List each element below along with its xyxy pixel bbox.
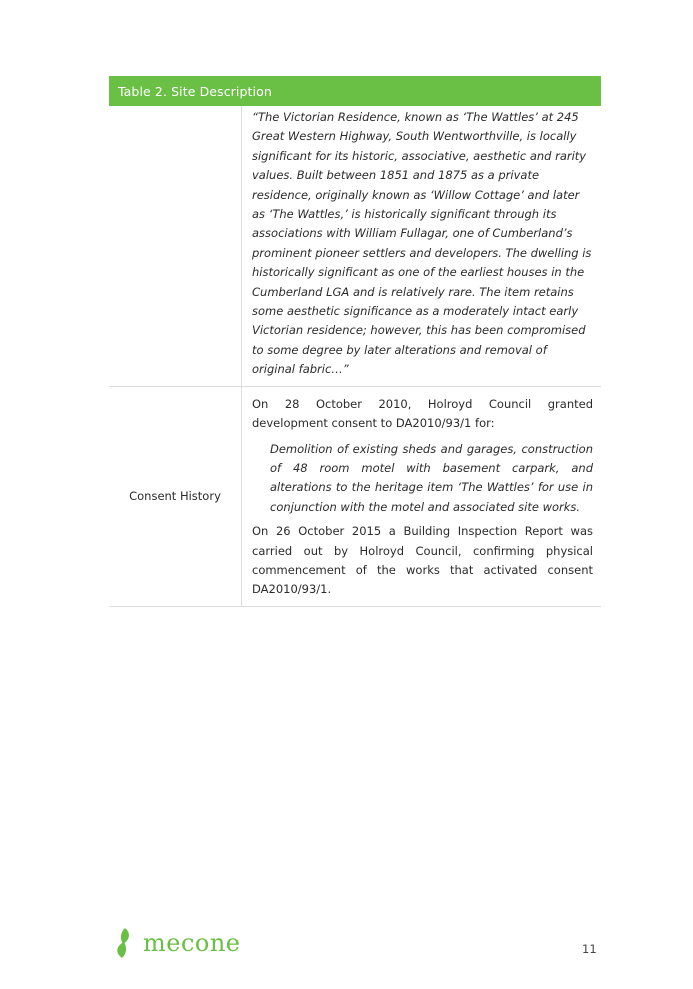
consent-paragraph-2: On 26 October 2015 a Building Inspection Report was carried out by Holroyd Council, confirming physical commencement of the works that activated consent DA2010/93/1. — [252, 524, 593, 597]
row-label-consent-history: Consent History — [109, 387, 242, 606]
table-row — [109, 387, 601, 607]
consent-history-cell — [242, 387, 601, 606]
consent-paragraph-1: On 28 October 2010, Holroyd Council granted development consent to DA2010/93/1 for: — [252, 396, 593, 431]
table-row — [109, 106, 601, 387]
logo-wordmark: mecone — [143, 929, 241, 957]
leaf-logo-icon — [111, 927, 137, 959]
row-label-empty — [109, 106, 242, 386]
heritage-quote-cell — [242, 106, 601, 386]
site-description-table — [109, 76, 601, 607]
heritage-significance-quote: “The Victorian Residence, known as ‘The Wattles’ at 245 Great Western Highway, South Wentworthville, is locally significant for its historic, associative, aesthetic and rarity values. Built between 1851 and 1875 as a private residence, originally known as ‘Willow Cottage’ and later as ‘The Wattles,’ is historically significant through its associations with William Fullagar, one of Cumberland’s prominent pioneer settlers and developers. The dwelling is historically significant as one of the earliest houses in the Cumberland LGA and is relatively rare. The item retains some aesthetic significance as a moderately intact early Victorian residence; however, this has been compromised to some degree by later alterations and removal of original fabric…” — [252, 110, 592, 377]
consent-indented-description: Demolition of existing sheds and garages, construction of 48 room motel with basement carpark, and alterations to the heritage item ‘The Wattles’ for use in conjunction with the motel and associated site works. — [270, 441, 593, 514]
table-title: Table 2. Site Description — [109, 76, 601, 106]
mecone-logo — [111, 927, 241, 959]
page-number: 11 — [582, 942, 597, 956]
